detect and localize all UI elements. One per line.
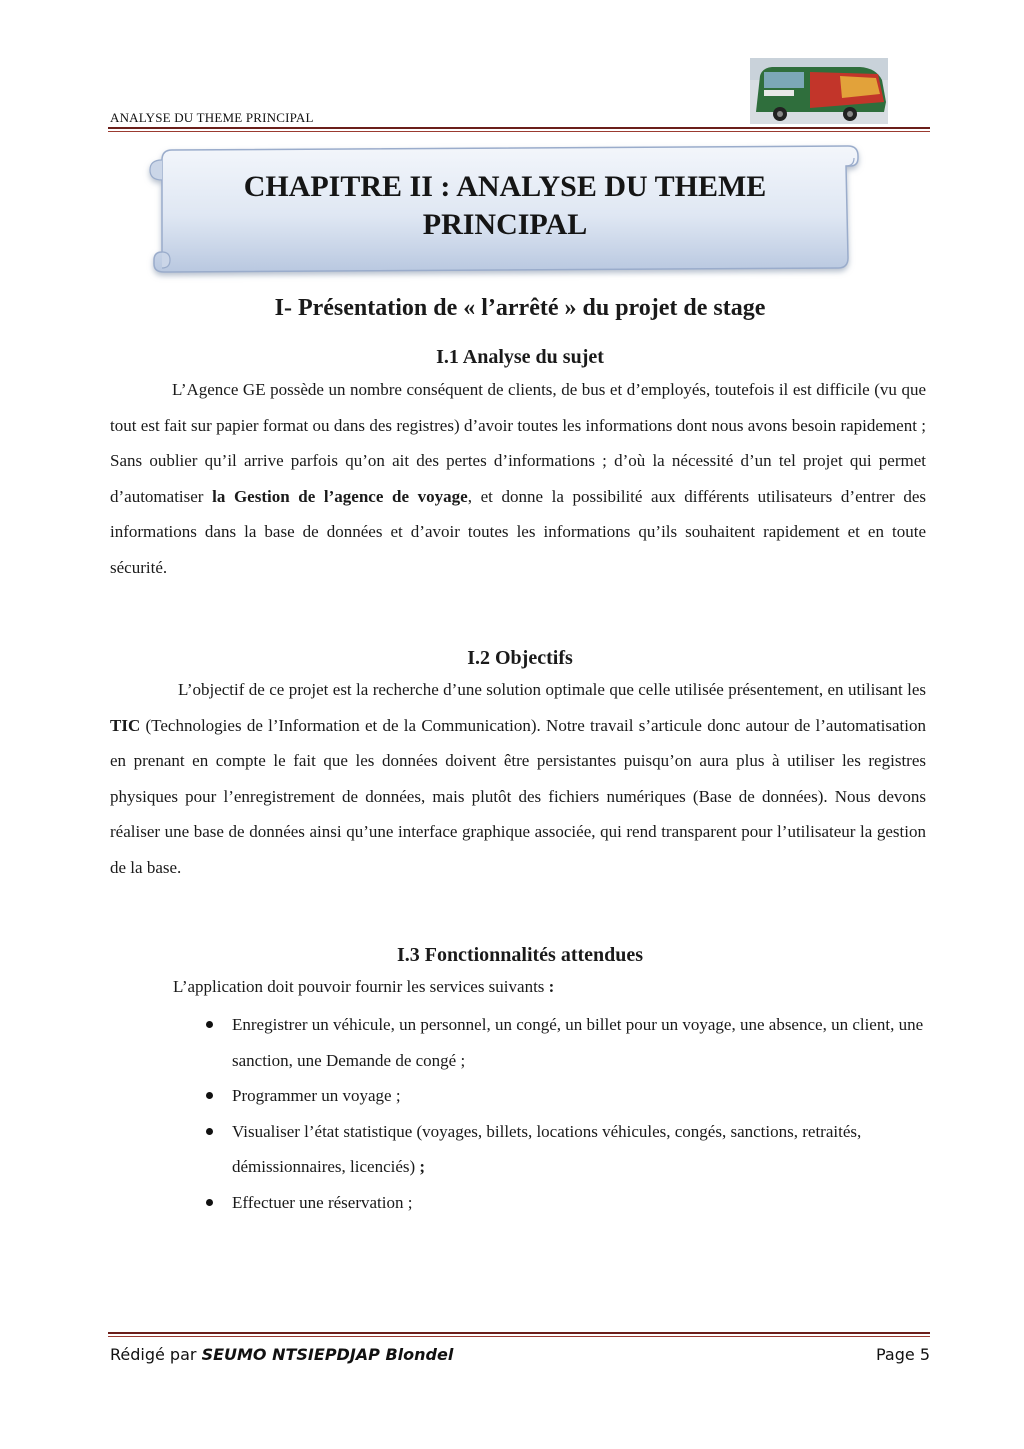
page-number: Page 5	[876, 1345, 930, 1364]
paragraph-analyse	[110, 372, 926, 585]
footer-rule-thin	[108, 1336, 930, 1337]
paragraph-text: , et donne la possibilité aux différents utilisateurs d’entrer des informations dans la base de données et d’avoir toutes les informations qu’ils souhaitent rapidement et en toute sécurité.	[110, 486, 926, 577]
bullet-icon	[206, 1199, 213, 1206]
footer-prefix: Rédigé par	[110, 1345, 202, 1364]
subsection-title-analyse: I.1 Analyse du sujet	[436, 346, 604, 368]
section-title: I- Présentation de « l’arrêté » du projet de stage	[274, 295, 766, 321]
list-item-text: Visualiser l’état statistique (voyages, billets, locations véhicules, congés, sanctions, retraités, démissionnaires, licenciés)	[232, 1121, 862, 1176]
footer-rule	[108, 1332, 930, 1334]
services-intro	[173, 973, 554, 1001]
list-item-text: Programmer un voyage ;	[232, 1086, 401, 1105]
chapter-title-line2: PRINCIPAL	[422, 208, 588, 241]
footer-author: SEUMO NTSIEPDJAP Blondel	[201, 1345, 454, 1364]
list-item	[200, 1078, 928, 1114]
services-intro-colon: :	[544, 977, 555, 996]
list-item-text: Enregistrer un véhicule, un personnel, un congé, un billet pour un voyage, une absence, un client, une sanction, une Demande de congé ;	[232, 1015, 924, 1070]
chapter-title-line1: CHAPITRE II : ANALYSE DU THEME	[243, 170, 767, 203]
paragraph-text: (Technologies de l’Information et de la Communication). Notre travail s’articule donc autour de l’automatisation en prenant en compte le fait que les données doivent être persistantes puisqu’on aura plus à utiliser les registres physiques pour l’enregistrement de données, mais plutôt des fichiers numériques (Base de données). Nous devons réaliser une base de données ainsi qu’une interface graphique associée, qui rend transparent pour l’utilisateur la gestion de la base.	[110, 715, 926, 877]
list-item-suffix: ;	[415, 1157, 426, 1176]
paragraph-text: L’Agence GE possède un nombre conséquent de clients, de bus et d’employés, toutefois il est difficile (vu que tout est fait sur papier format ou dans des registres) d’avoir toutes les informations dont nous avons besoin rapidement ; Sans oublier qu’il arrive parfois qu’on ait des pertes d’informations ; d’où la nécessité d’un tel projet qui permet d’automatiser	[110, 380, 926, 506]
paragraph-text: L’objectif de ce projet est la recherche d’une solution optimale que celle utilisée présentement, en utilisant les	[178, 680, 926, 699]
bullet-icon	[206, 1092, 213, 1099]
list-item	[200, 1114, 928, 1185]
services-intro-text: L’application doit pouvoir fournir les services suivants	[173, 977, 545, 996]
list-item-text: Effectuer une réservation ;	[232, 1192, 413, 1212]
paragraph-objectifs	[110, 672, 926, 885]
footer-author-line	[110, 1345, 453, 1364]
paragraph-bold-text: TIC	[110, 715, 141, 735]
subsection-title-fonctionnalites: I.3 Fonctionnalités attendues	[396, 944, 644, 966]
bus-photo	[750, 58, 888, 124]
running-header-title: ANALYSE DU THEME PRINCIPAL	[110, 110, 314, 125]
header-rule-thin	[108, 131, 930, 132]
chapter-title	[175, 168, 835, 244]
header-rule	[108, 127, 930, 129]
paragraph-bold-text: la Gestion de l’agence de voyage	[212, 486, 468, 506]
subsection-title-objectifs: I.2 Objectifs	[467, 647, 573, 669]
bullet-icon	[206, 1021, 213, 1028]
list-item	[200, 1007, 928, 1078]
services-list	[200, 1007, 928, 1220]
bullet-icon	[206, 1128, 213, 1135]
list-item	[200, 1185, 928, 1221]
